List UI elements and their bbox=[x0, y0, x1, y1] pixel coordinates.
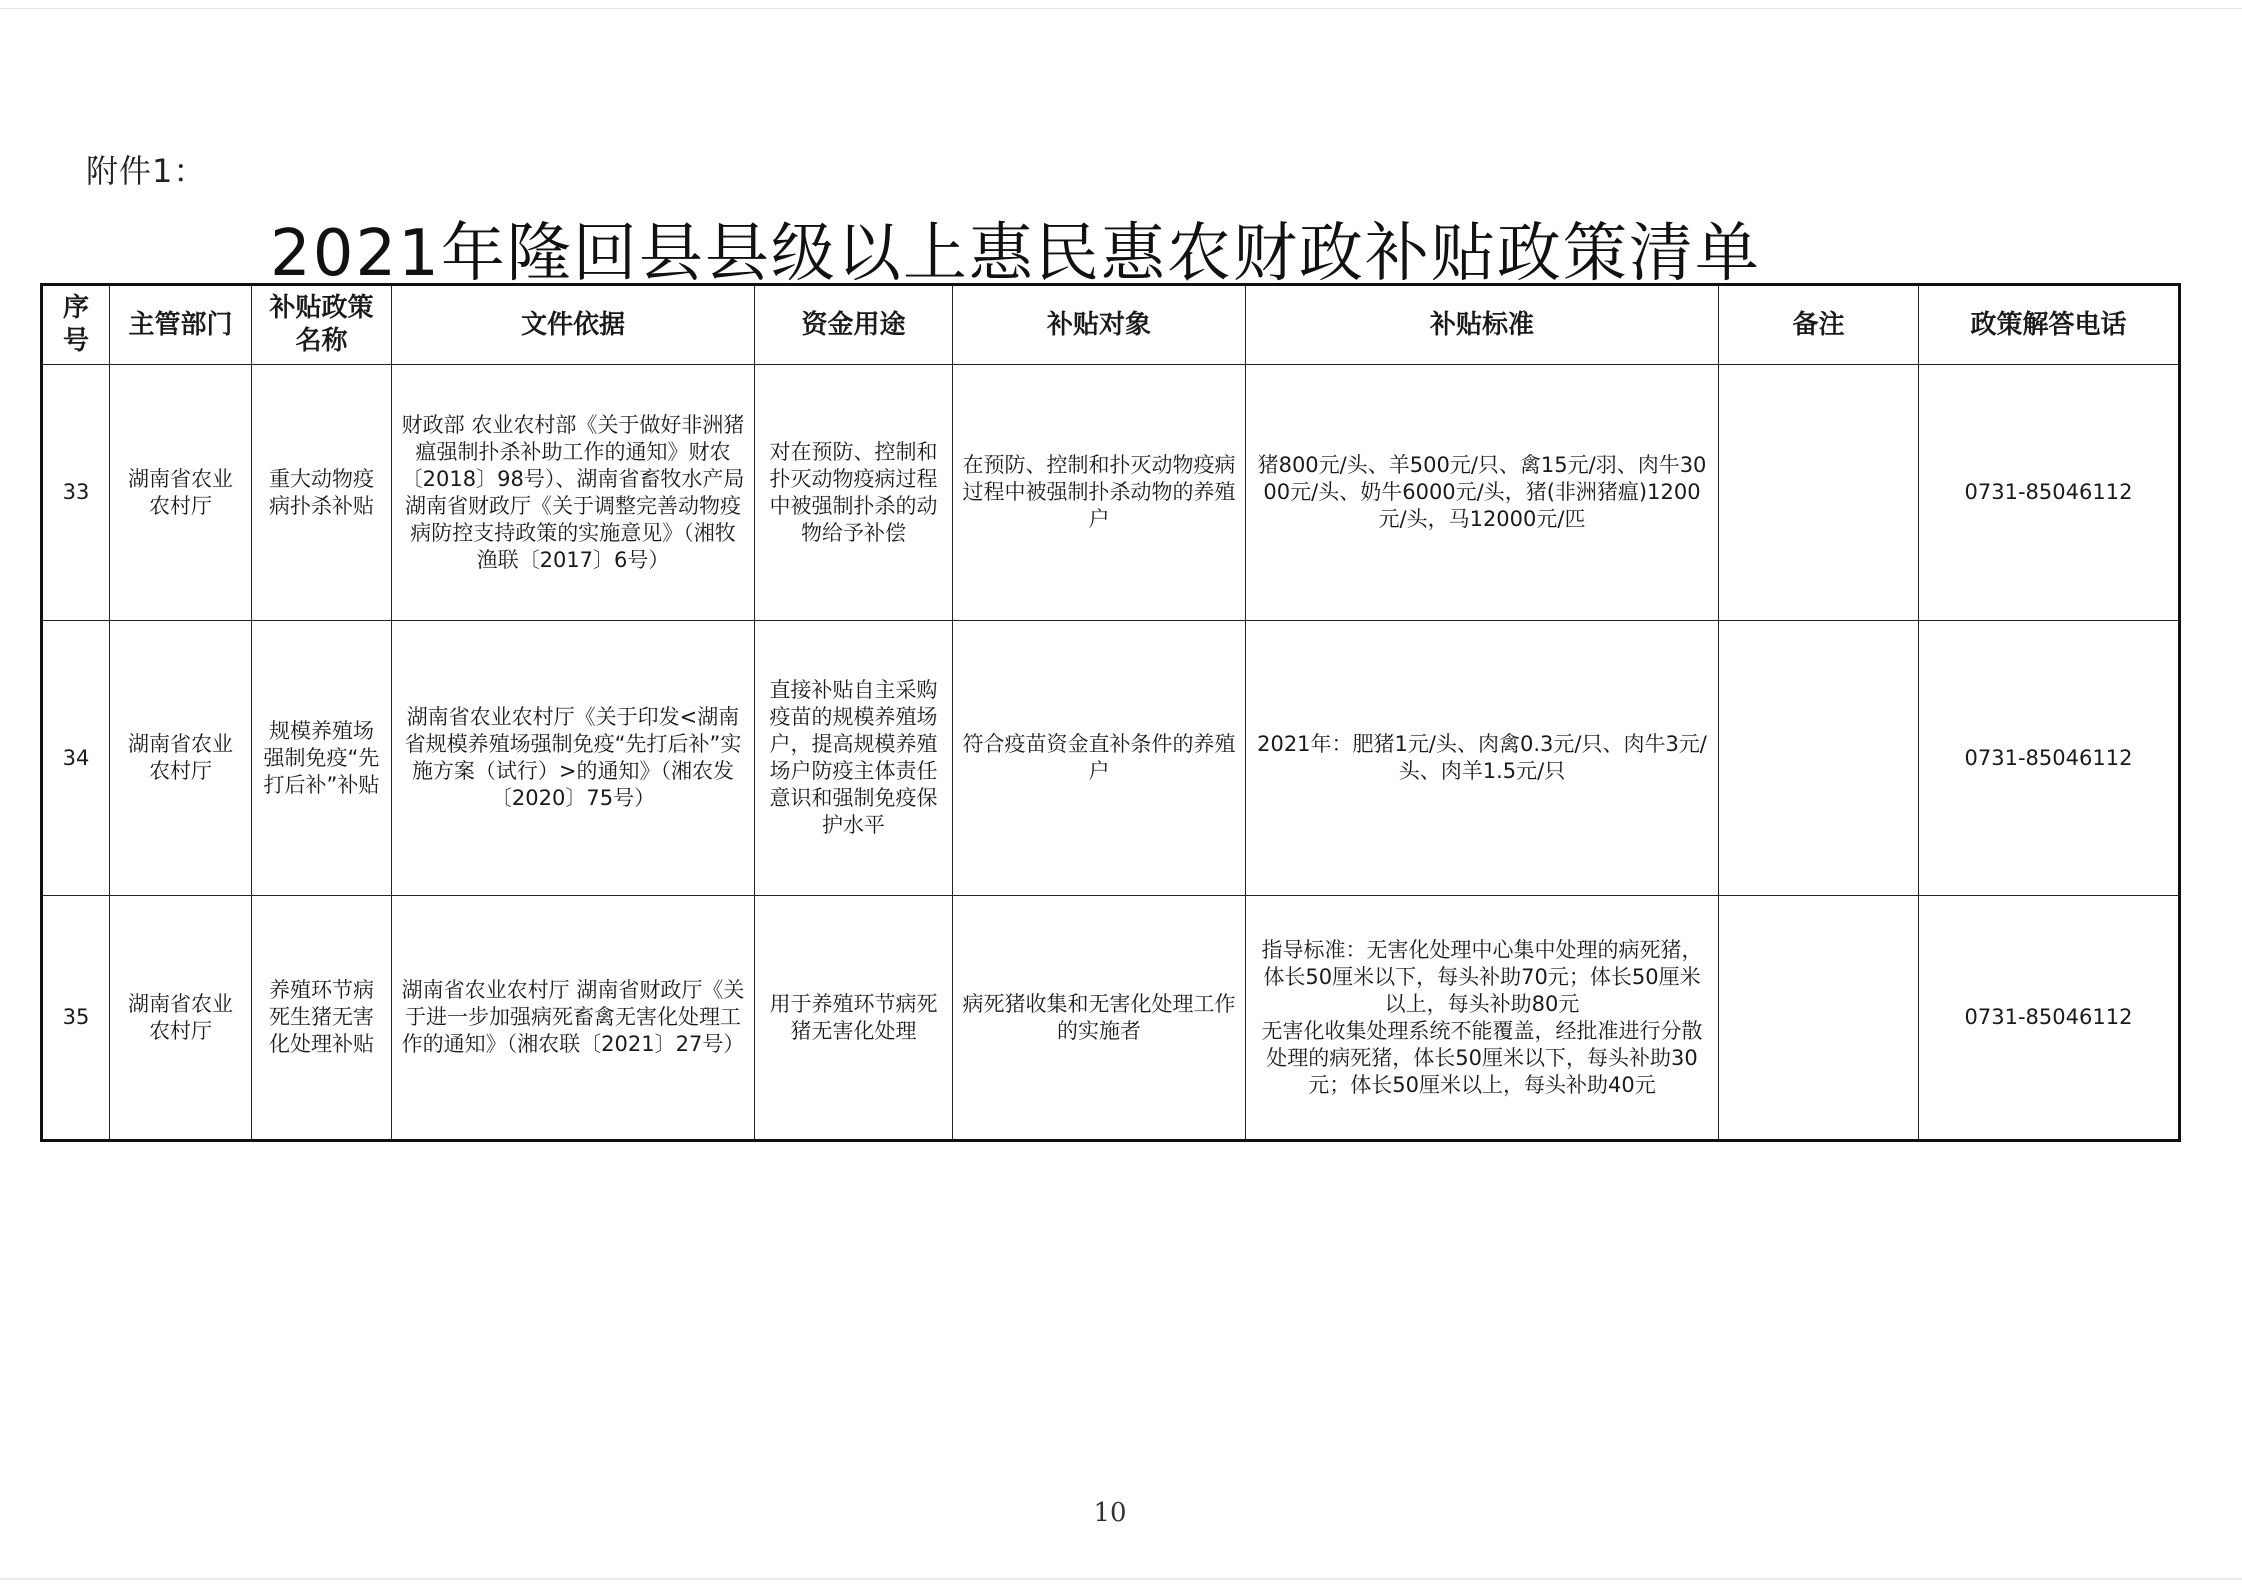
cell-fund-use: 用于养殖环节病死猪无害化处理 bbox=[755, 896, 953, 1141]
cell-department: 湖南省农业农村厅 bbox=[110, 896, 252, 1141]
cell-fund-use: 直接补贴自主采购疫苗的规模养殖场户，提高规模养殖场户防疫主体责任意识和强制免疫保护水平 bbox=[755, 621, 953, 896]
cell-basis: 财政部 农业农村部《关于做好非洲猪瘟强制扑杀补助工作的通知》财农〔2018〕98号）、湖南省畜牧水产局 湖南省财政厅《关于调整完善动物疫病防控支持政策的实施意见》（湘牧渔联〔2017〕6号） bbox=[392, 365, 755, 621]
cell-seq: 34 bbox=[42, 621, 110, 896]
cell-standard: 2021年：肥猪1元/头、肉禽0.3元/只、肉牛3元/头、肉羊1.5元/只 bbox=[1246, 621, 1719, 896]
header-fund-use: 资金用途 bbox=[755, 285, 953, 365]
cell-basis: 湖南省农业农村厅 湖南省财政厅《关于进一步加强病死畜禽无害化处理工作的通知》（湘农联〔2021〕27号） bbox=[392, 896, 755, 1141]
header-policy-name: 补贴政策名称 bbox=[252, 285, 392, 365]
header-standard: 补贴标准 bbox=[1246, 285, 1719, 365]
cell-phone: 0731-85046112 bbox=[1919, 365, 2180, 621]
header-target: 补贴对象 bbox=[953, 285, 1246, 365]
cell-policy-name: 重大动物疫病扑杀补贴 bbox=[252, 365, 392, 621]
cell-fund-use: 对在预防、控制和扑灭动物疫病过程中被强制扑杀的动物给予补偿 bbox=[755, 365, 953, 621]
cell-target: 符合疫苗资金直补条件的养殖户 bbox=[953, 621, 1246, 896]
cell-remarks bbox=[1719, 896, 1919, 1141]
cell-department: 湖南省农业农村厅 bbox=[110, 365, 252, 621]
cell-remarks bbox=[1719, 365, 1919, 621]
header-department: 主管部门 bbox=[110, 285, 252, 365]
cell-seq: 35 bbox=[42, 896, 110, 1141]
page-edge-top bbox=[0, 8, 2242, 9]
policy-table bbox=[40, 283, 2181, 1142]
attachment-label: 附件1： bbox=[86, 152, 207, 190]
cell-remarks bbox=[1719, 621, 1919, 896]
cell-seq: 33 bbox=[42, 365, 110, 621]
page-title: 2021年隆回县县级以上惠民惠农财政补贴政策清单 bbox=[270, 217, 1761, 291]
cell-department: 湖南省农业农村厅 bbox=[110, 621, 252, 896]
cell-target: 在预防、控制和扑灭动物疫病过程中被强制扑杀动物的养殖户 bbox=[953, 365, 1246, 621]
table-row bbox=[42, 365, 2180, 621]
table-row bbox=[42, 896, 2180, 1141]
page-edge-bottom bbox=[0, 1578, 2242, 1580]
table-row bbox=[42, 621, 2180, 896]
header-remarks: 备注 bbox=[1719, 285, 1919, 365]
cell-standard: 猪800元/头、羊500元/只、禽15元/羽、肉牛3000元/头、奶牛6000元/头，猪(非洲猪瘟)1200元/头，马12000元/匹 bbox=[1246, 365, 1719, 621]
cell-phone: 0731-85046112 bbox=[1919, 621, 2180, 896]
cell-basis: 湖南省农业农村厅《关于印发<湖南省规模养殖场强制免疫“先打后补”实施方案（试行）>的通知》（湘农发〔2020〕75号） bbox=[392, 621, 755, 896]
page-number: 10 bbox=[1093, 1498, 1127, 1528]
cell-standard: 指导标准：无害化处理中心集中处理的病死猪，体长50厘米以下，每头补助70元；体长50厘米以上，每头补助80元 无害化收集处理系统不能覆盖，经批准进行分散处理的病死猪，体长50厘米以下，每头补助30元；体长50厘米以上，每头补助40元 bbox=[1246, 896, 1719, 1141]
header-basis: 文件依据 bbox=[392, 285, 755, 365]
cell-target: 病死猪收集和无害化处理工作的实施者 bbox=[953, 896, 1246, 1141]
cell-phone: 0731-85046112 bbox=[1919, 896, 2180, 1141]
header-phone: 政策解答电话 bbox=[1919, 285, 2180, 365]
header-seq: 序号 bbox=[42, 285, 110, 365]
cell-policy-name: 养殖环节病死生猪无害化处理补贴 bbox=[252, 896, 392, 1141]
table-header-row bbox=[42, 285, 2180, 365]
cell-policy-name: 规模养殖场强制免疫“先打后补”补贴 bbox=[252, 621, 392, 896]
